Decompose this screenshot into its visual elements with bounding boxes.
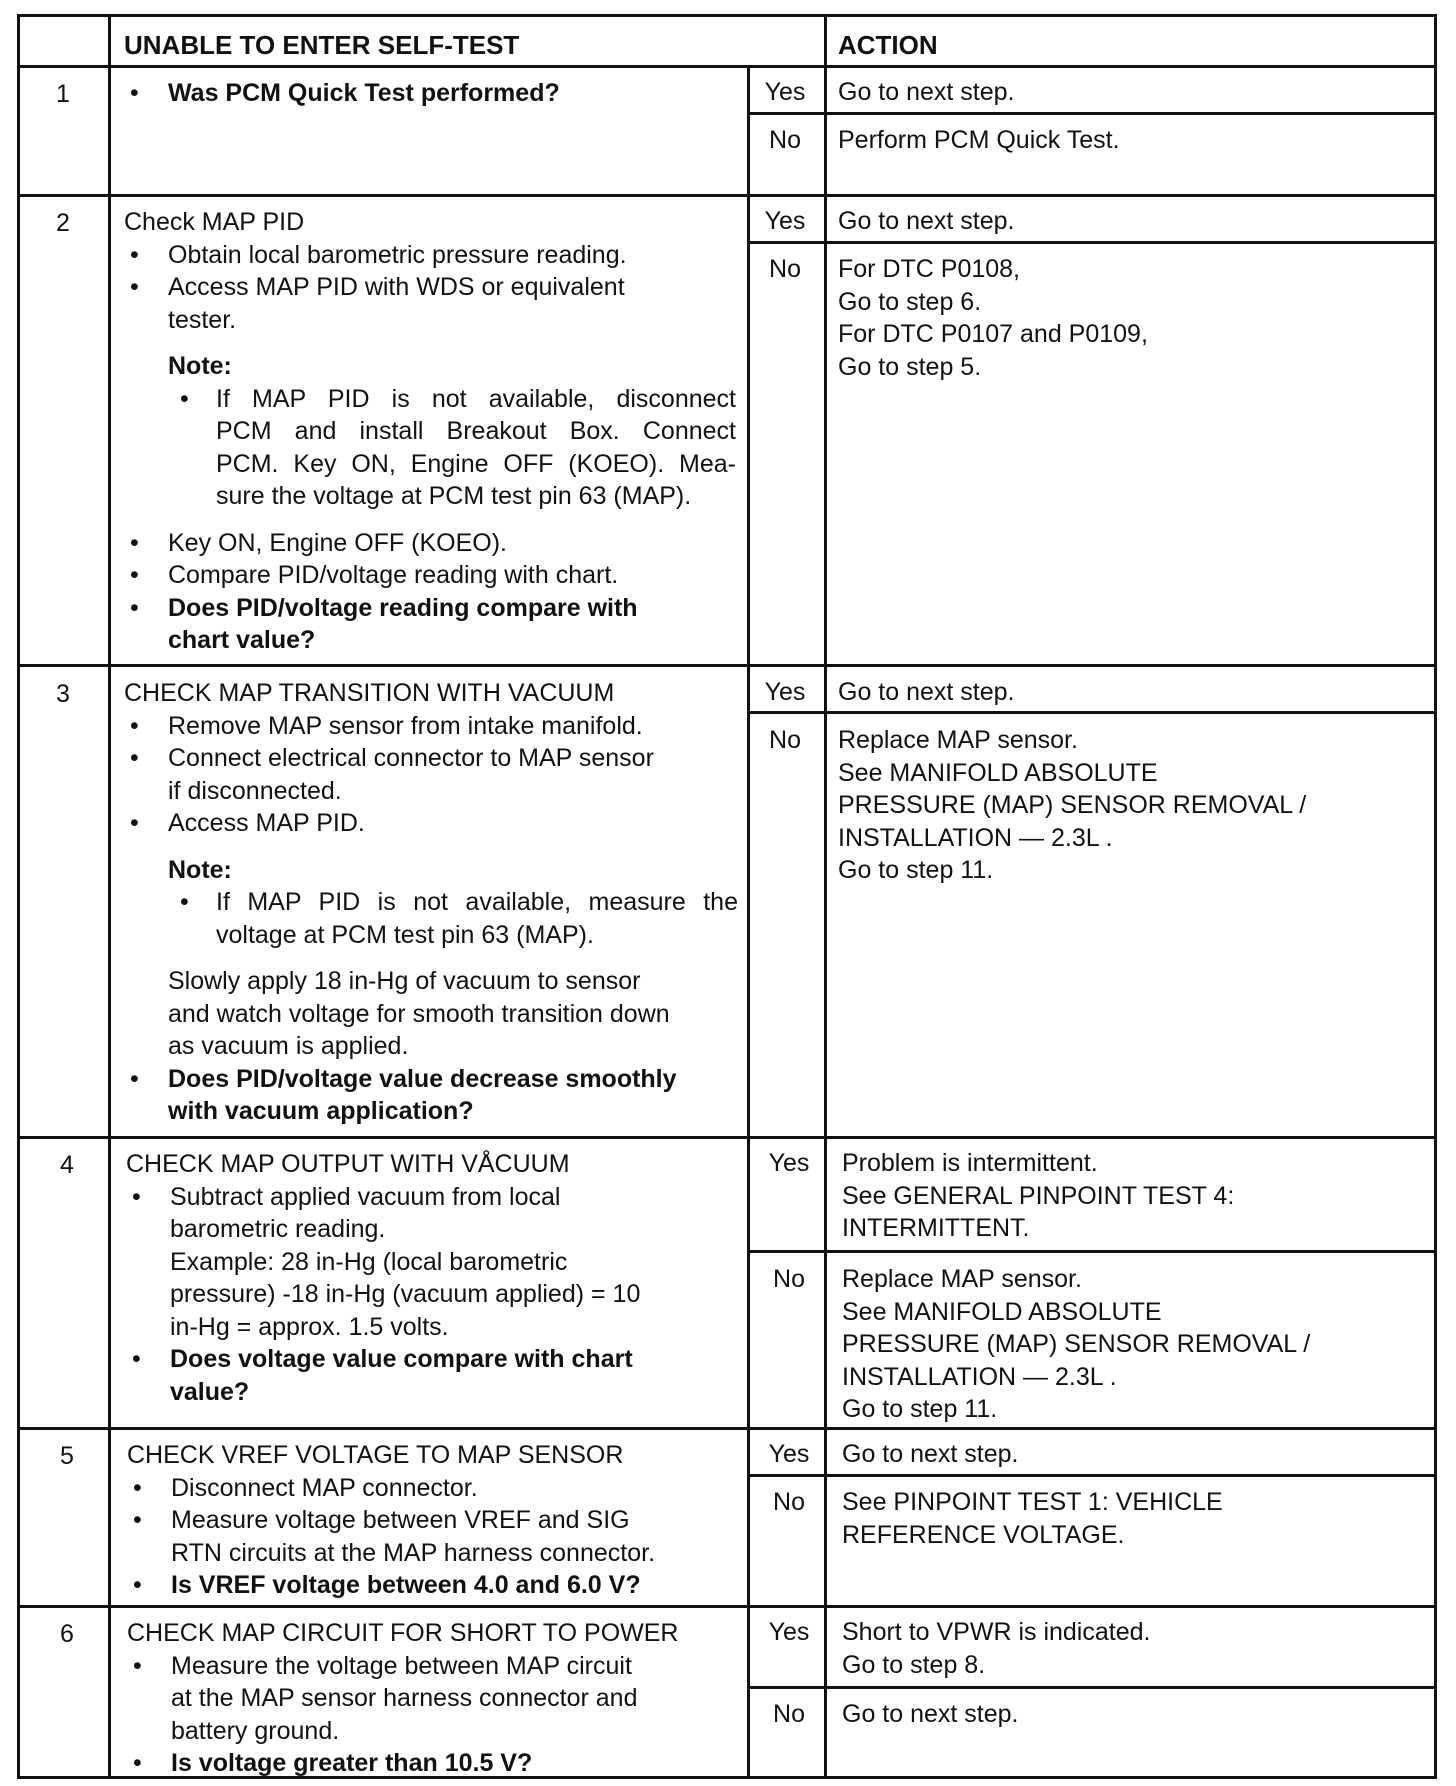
- yes-no-divider: [747, 1474, 1437, 1477]
- no-action: Perform PCM Quick Test.: [838, 126, 1120, 154]
- action-header: ACTION: [838, 30, 938, 60]
- yes-action: Go to next step.: [838, 78, 1015, 106]
- bullet-icon: •: [130, 561, 139, 589]
- yes-action: Short to VPWR is indicated. Go to step 8.: [842, 1618, 1151, 1679]
- bullet-icon: •: [132, 1345, 141, 1373]
- yes-no-divider: [747, 241, 1437, 244]
- bullet-icon: •: [133, 1506, 142, 1534]
- step-number: 5: [60, 1442, 74, 1470]
- bullet-icon: •: [133, 1571, 142, 1599]
- bullet-icon: •: [130, 711, 139, 740]
- step-description: • Was PCM Quick Test performed?: [118, 77, 560, 110]
- no-label: No: [773, 1265, 805, 1293]
- yes-no-divider: [747, 1250, 1437, 1253]
- table-title: UNABLE TO ENTER SELF-TEST: [124, 30, 520, 60]
- no-label: No: [769, 126, 801, 154]
- step-description: Check MAP PID • Obtain local barometric pressure reading. • Access MAP PID with WDS or equivalent tester. Note: • If MAP PID is not available, disconnect PCM and install Breakout Box. Connect PCM. Key ON, Engine OFF (KOEO). Mea- sure the voltage at PCM test pin 63 (MAP). • Key ON, Engine OFF (KOEO). • Compare PID/voltage reading with chart. • Does PID/voltage reading compare with chart value?: [124, 206, 736, 657]
- bullet-icon: •: [130, 593, 139, 622]
- column-divider-yesno: [747, 66, 750, 1779]
- row-divider: [17, 664, 1437, 667]
- bullet-icon: •: [130, 809, 139, 837]
- step-description: CHECK VREF VOLTAGE TO MAP SENSOR • Disconnect MAP connector. • Measure voltage between VREF and SIG RTN circuits at the MAP harness connector. • Is VREF voltage between 4.0 and 6.0 V?: [127, 1439, 655, 1602]
- bullet-icon: •: [133, 1749, 142, 1777]
- bullet-icon: •: [130, 273, 139, 301]
- bullet-icon: •: [132, 1182, 141, 1211]
- no-label: No: [773, 1488, 805, 1516]
- bullet-icon: •: [130, 744, 139, 772]
- yes-no-divider: [747, 1686, 1437, 1689]
- no-label: No: [773, 1700, 805, 1728]
- row-divider: [17, 1427, 1437, 1430]
- step-description: CHECK MAP TRANSITION WITH VACUUM • Remove MAP sensor from intake manifold. • Connect electrical connector to MAP sensor if disconnected. • Access MAP PID. Note: • If MAP PID is not available, measure the voltage at PCM test pin 63 (MAP). Slowly apply 18 in-Hg of vacuum to sensor and watch voltage for smooth transition down as vacuum is applied. • Does PID/voltage value decrease smoothly with vacuum application?: [124, 677, 738, 1128]
- yes-label: Yes: [764, 78, 806, 106]
- step-number: 3: [56, 680, 70, 708]
- no-label: No: [769, 726, 801, 754]
- bullet-icon: •: [130, 1064, 139, 1093]
- yes-label: Yes: [768, 1440, 810, 1468]
- yes-action: Go to next step.: [842, 1440, 1019, 1468]
- step-number: 4: [60, 1151, 74, 1179]
- row-divider: [17, 65, 1437, 68]
- step-description: CHECK MAP CIRCUIT FOR SHORT TO POWER • Measure the voltage between MAP circuit at the MAP sensor harness connector and battery ground. • Is voltage greater than 10.5 V?: [127, 1617, 678, 1780]
- no-action: Go to next step.: [842, 1700, 1019, 1728]
- step-description: CHECK MAP OUTPUT WITH VÅCUUM • Subtract applied vacuum from local barometric reading. Example: 28 in-Hg (local barometric pressure) -18 in-Hg (vacuum applied) = 10 in-Hg = approx. 1.5 volts. • Does voltage value compare with chart value?: [126, 1148, 640, 1408]
- bullet-icon: •: [133, 1473, 142, 1502]
- yes-action: Problem is intermittent. See GENERAL PINPOINT TEST 4: INTERMITTENT.: [842, 1149, 1235, 1242]
- column-divider-step: [108, 14, 111, 1779]
- yes-action: Go to next step.: [838, 678, 1015, 706]
- bullet-icon: •: [130, 528, 139, 557]
- bullet-icon: •: [130, 79, 139, 107]
- no-action: For DTC P0108, Go to step 6. For DTC P0107 and P0109, Go to step 5.: [838, 255, 1148, 381]
- bullet-icon: •: [133, 1651, 142, 1680]
- no-action: Replace MAP sensor. See MANIFOLD ABSOLUTE PRESSURE (MAP) SENSOR REMOVAL / INSTALLATION — 2.3L . Go to step 11.: [838, 726, 1307, 884]
- yes-label: Yes: [768, 1618, 810, 1646]
- step-number: 2: [56, 209, 70, 237]
- row-divider: [17, 1605, 1437, 1608]
- bullet-icon: •: [180, 888, 189, 916]
- bullet-icon: •: [180, 384, 189, 413]
- yes-no-divider: [747, 711, 1437, 714]
- yes-label: Yes: [764, 207, 806, 235]
- no-label: No: [769, 255, 801, 283]
- yes-no-divider: [747, 112, 1437, 115]
- row-divider: [17, 1136, 1437, 1139]
- yes-label: Yes: [764, 678, 806, 706]
- no-action: Replace MAP sensor. See MANIFOLD ABSOLUTE PRESSURE (MAP) SENSOR REMOVAL / INSTALLATION — 2.3L . Go to step 11.: [842, 1265, 1311, 1423]
- yes-action: Go to next step.: [838, 207, 1015, 235]
- bullet-icon: •: [130, 240, 139, 269]
- yes-label: Yes: [768, 1149, 810, 1177]
- no-action: See PINPOINT TEST 1: VEHICLE REFERENCE VOLTAGE.: [842, 1488, 1223, 1549]
- step-number: 6: [60, 1620, 74, 1648]
- step-number: 1: [56, 80, 70, 108]
- row-divider: [17, 194, 1437, 197]
